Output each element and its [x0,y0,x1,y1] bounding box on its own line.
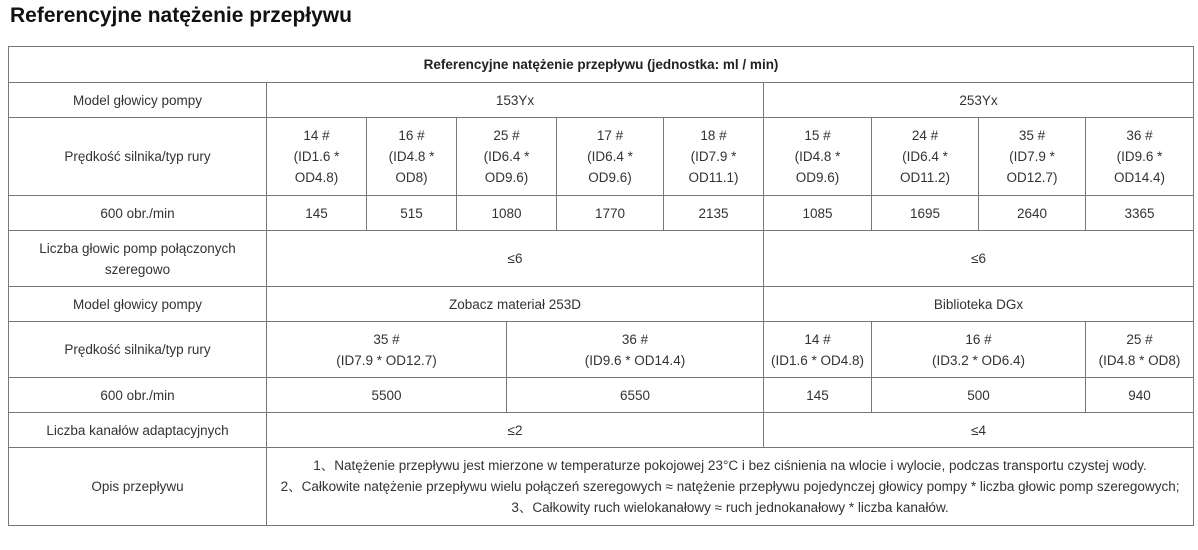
value-cell: 1770 [557,196,664,231]
tube-number: 24 # [911,128,939,143]
tube-od: OD9.6) [588,170,632,185]
value-cell: 2640 [979,196,1086,231]
tube-od: OD9.6) [484,170,529,185]
value-cell: 6550 [507,378,764,413]
tube-cell [267,322,507,378]
value-cell: 5500 [267,378,507,413]
note-line: 1、Natężenie przepływu jest mierzone w temperaturze pokojowej 23°C i bez ciśnienia na wlocie i wylocie, podczas transportu czystej wody. [313,458,1147,473]
tube-spec: (ID1.6 * OD4.8) [770,352,865,368]
row-label: Model głowicy pompy [9,287,267,322]
value-cell: ≤4 [764,413,1194,448]
row-label: Opis przepływu [9,448,267,526]
value-cell: 1080 [457,196,557,231]
table-row [9,231,1194,287]
value-cell: 3365 [1086,196,1194,231]
tube-cell [764,322,872,378]
table-header-row [9,47,1194,83]
tube-id: (ID6.4 * [483,149,530,164]
tube-cell [267,118,367,196]
table-row [9,287,1194,322]
group-cell: Biblioteka DGx [764,287,1194,322]
table-row [9,196,1194,231]
tube-cell [872,118,979,196]
tube-number: 15 # [804,128,831,143]
table-row [9,83,1194,118]
tube-number: 14 # [303,128,330,143]
tube-number: 35 # [1018,128,1046,143]
tube-id: (ID7.9 * [1009,149,1055,164]
tube-cell [979,118,1086,196]
value-cell: 1695 [872,196,979,231]
value-cell: 145 [764,378,872,413]
tube-number: 18 # [700,128,727,143]
tube-od: OD4.8) [294,170,339,185]
row-label: 600 obr./min [9,196,267,231]
note-line: 2、Całkowite natężenie przepływu wielu połączeń szeregowych ≈ natężenie przepływu pojedynczej głowicy pompy * liczba głowic pomp szeregowych; [280,479,1180,494]
tube-od: OD9.6) [795,170,840,185]
tube-number: 17 # [596,128,624,143]
tube-number: 16 # [398,128,425,143]
tube-number: 25 # [493,128,520,143]
value-cell: 940 [1086,378,1194,413]
tube-od: OD11.2) [899,170,951,185]
group-cell: 253Yx [764,83,1194,118]
tube-spec: (ID7.9 * OD12.7) [336,352,437,368]
tube-cell [557,118,664,196]
tube-cell [1086,118,1194,196]
row-label: Prędkość silnika/typ rury [9,322,267,378]
tube-id: (ID4.8 * [794,149,841,164]
tube-cell [457,118,557,196]
tube-id: (ID7.9 * [690,149,737,164]
tube-id: (ID4.8 * [388,149,435,164]
tube-od: OD14.4) [1114,170,1166,185]
table-row [9,378,1194,413]
table-row [9,118,1194,196]
tube-number: 16 # [965,331,992,347]
tube-spec: (ID9.6 * OD14.4) [584,352,686,368]
value-cell: ≤6 [267,231,764,287]
row-label: Liczba kanałów adaptacyjnych [9,413,267,448]
tube-cell [664,118,764,196]
tube-id: (ID6.4 * [902,149,948,164]
tube-cell [367,118,457,196]
value-cell: 515 [367,196,457,231]
notes-cell [267,448,1194,526]
value-cell: 145 [267,196,367,231]
tube-od: OD12.7) [1006,170,1058,185]
tube-cell [507,322,764,378]
note-line: 3、Całkowity ruch wielokanałowy ≈ ruch jednokanałowy * liczba kanałów. [511,500,949,515]
tube-cell [1086,322,1194,378]
table-row [9,413,1194,448]
tube-number: 25 # [1126,331,1153,347]
value-cell: 1085 [764,196,872,231]
row-label: Prędkość silnika/typ rury [9,118,267,196]
table-header: Referencyjne natężenie przepływu (jednostka: ml / min) [9,47,1194,83]
tube-cell [872,322,1086,378]
table-row [9,448,1194,526]
tube-spec: (ID4.8 * OD8) [1098,352,1181,368]
page-title: Referencyjne natężenie przepływu [10,4,352,27]
group-cell: 153Yx [267,83,764,118]
table-row [9,322,1194,378]
group-cell: Zobacz materiał 253D [267,287,764,322]
value-cell: ≤6 [764,231,1194,287]
tube-spec: (ID3.2 * OD6.4) [931,352,1026,368]
flow-rate-table [8,46,1194,526]
tube-number: 36 # [621,331,649,347]
row-label: Model głowicy pompy [9,83,267,118]
tube-od: OD11.1) [688,170,739,185]
row-label: Liczba głowic pomp połączonych szeregowo [9,231,267,287]
tube-id: (ID1.6 * [293,149,340,164]
tube-number: 35 # [373,331,400,347]
value-cell: 500 [872,378,1086,413]
tube-id: (ID6.4 * [587,149,633,164]
tube-od: OD8) [395,170,428,185]
tube-id: (ID9.6 * [1116,149,1163,164]
row-label: 600 obr./min [9,378,267,413]
tube-cell [764,118,872,196]
value-cell: ≤2 [267,413,764,448]
tube-number: 14 # [804,331,831,347]
tube-number: 36 # [1126,128,1153,143]
value-cell: 2135 [664,196,764,231]
